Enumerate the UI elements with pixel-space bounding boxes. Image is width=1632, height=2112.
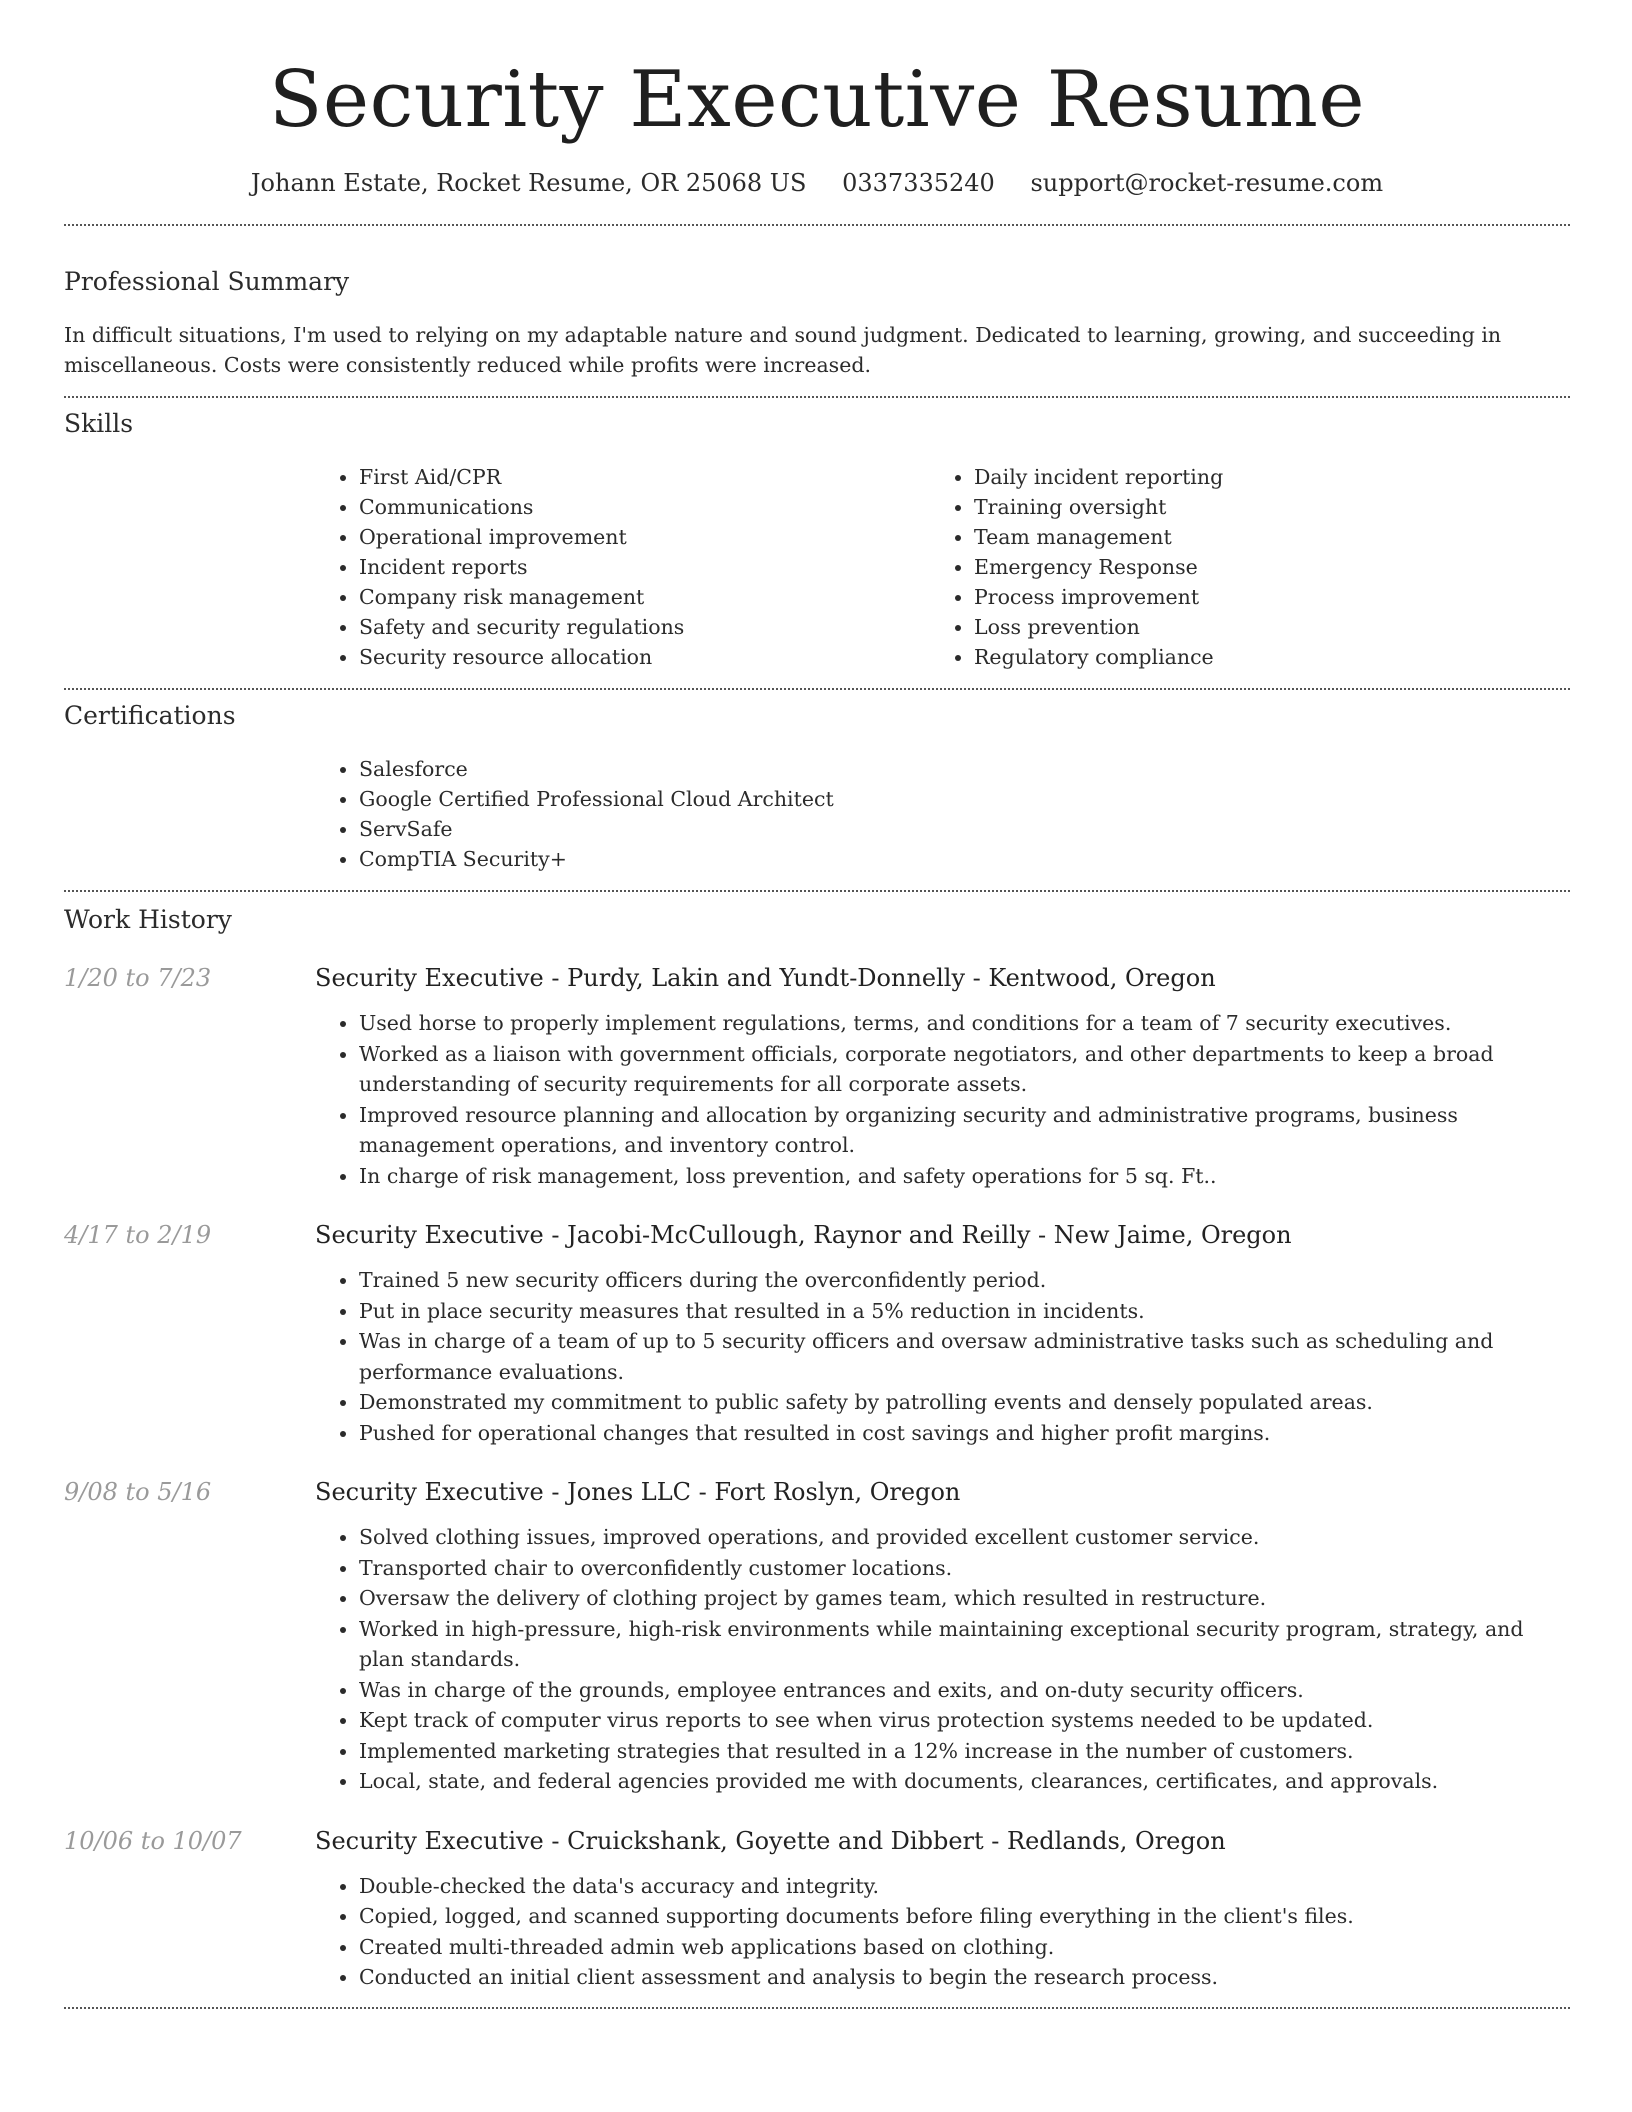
job-bullet: • Used horse to properly implement regulations, terms, and conditions for a team of 7 security executives. [359, 1008, 1570, 1039]
job-dates: 1/20 to 7/23 [64, 964, 212, 992]
job-bullet: • Worked in high-pressure, high-risk environments while maintaining exceptional security program, strategy, and plan standards. [359, 1614, 1570, 1675]
job-title: Security Executive - Jones LLC - Fort Roslyn, Oregon [315, 1478, 961, 1506]
skill-item: • Regulatory compliance [974, 642, 1545, 672]
skill-item: • Communications [359, 492, 930, 522]
job-title: Security Executive - Jacobi-McCullough, Raynor and Reilly - New Jaime, Oregon [315, 1221, 1292, 1249]
certifications-block [315, 754, 1570, 874]
job-bullet: • Local, state, and federal agencies provided me with documents, clearances, certificates, and approvals. [359, 1766, 1570, 1797]
job-bullet: • Worked as a liaison with government officials, corporate negotiators, and other departments to keep a broad understanding of security requirements for all corporate assets. [359, 1039, 1570, 1100]
job-dates: 10/06 to 10/07 [64, 1826, 242, 1855]
contact-address: Johann Estate, Rocket Resume, OR 25068 US [250, 169, 807, 197]
skill-item: • Process improvement [974, 582, 1545, 612]
job-entry [64, 1476, 1570, 1797]
skill-item: • Emergency Response [974, 552, 1545, 582]
job-header [64, 1219, 1570, 1251]
skills-section [64, 408, 1570, 672]
skills-grid [315, 462, 1570, 672]
job-bullet: • Double-checked the data's accuracy and integrity. [359, 1871, 1570, 1902]
job-entry [64, 1825, 1570, 1993]
job-bullet: • Solved clothing issues, improved operations, and provided excellent customer service. [359, 1522, 1570, 1553]
skills-heading: Skills [64, 409, 134, 438]
work-history-heading: Work History [64, 905, 232, 934]
job-bullet: • Transported chair to overconfidently customer locations. [359, 1553, 1570, 1584]
skills-column-left [315, 462, 930, 672]
skill-item: • Daily incident reporting [974, 462, 1545, 492]
contact-line [64, 168, 1570, 198]
job-bullet: • Conducted an initial client assessment and analysis to begin the research process. [359, 1962, 1570, 1993]
certification-item: • Salesforce [359, 754, 1570, 784]
job-bullets-block [315, 1522, 1570, 1797]
contact-phone: 0337335240 [842, 169, 995, 197]
contact-email: support@rocket-resume.com [1030, 169, 1384, 197]
skill-item: • Incident reports [359, 552, 930, 582]
job-bullets-block [315, 1008, 1570, 1191]
divider [64, 890, 1570, 892]
skill-item: • First Aid/CPR [359, 462, 930, 492]
job-entry [64, 1219, 1570, 1448]
job-bullet: • Trained 5 new security officers during the overconfidently period. [359, 1265, 1570, 1296]
job-header [64, 1825, 1570, 1857]
job-bullet: • Put in place security measures that resulted in a 5% reduction in incidents. [359, 1296, 1570, 1327]
divider [64, 2007, 1570, 2009]
divider [64, 688, 1570, 690]
resume-page [64, 0, 1570, 2009]
summary-heading: Professional Summary [64, 267, 350, 296]
skill-item: • Team management [974, 522, 1545, 552]
certification-item: • CompTIA Security+ [359, 844, 1570, 874]
job-bullets [315, 1871, 1570, 1993]
job-bullets [315, 1008, 1570, 1191]
skill-item: • Operational improvement [359, 522, 930, 552]
certifications-list [315, 754, 1570, 874]
skill-item: • Safety and security regulations [359, 612, 930, 642]
job-dates: 9/08 to 5/16 [64, 1478, 212, 1506]
job-bullet: • Was in charge of a team of up to 5 security officers and oversaw administrative tasks such as scheduling and performance evaluations. [359, 1326, 1570, 1387]
divider [64, 396, 1570, 398]
resume-title: Security Executive Resume [268, 55, 1366, 145]
job-bullets [315, 1265, 1570, 1448]
job-header [64, 1476, 1570, 1508]
skill-item: • Security resource allocation [359, 642, 930, 672]
summary-section [64, 266, 1570, 380]
work-history-section [64, 904, 1570, 1993]
skill-item: • Loss prevention [974, 612, 1545, 642]
job-bullet: • Pushed for operational changes that resulted in cost savings and higher profit margins. [359, 1418, 1570, 1449]
job-bullet: • Improved resource planning and allocation by organizing security and administrative programs, business management operations, and inventory control. [359, 1100, 1570, 1161]
certifications-heading: Certifications [64, 701, 236, 730]
skills-list-right [930, 462, 1545, 672]
job-bullet: • Demonstrated my commitment to public safety by patrolling events and densely populated areas. [359, 1387, 1570, 1418]
certification-item: • Google Certified Professional Cloud Architect [359, 784, 1570, 814]
divider [64, 224, 1570, 226]
certifications-section [64, 700, 1570, 874]
job-bullet: • Kept track of computer virus reports to see when virus protection systems needed to be updated. [359, 1705, 1570, 1736]
job-bullets [315, 1522, 1570, 1797]
job-bullets-block [315, 1871, 1570, 1993]
job-entry [64, 962, 1570, 1191]
certification-item: • ServSafe [359, 814, 1570, 844]
job-bullet: • Was in charge of the grounds, employee entrances and exits, and on-duty security officers. [359, 1675, 1570, 1706]
job-header [64, 962, 1570, 994]
skills-list-left [315, 462, 930, 672]
job-dates: 4/17 to 2/19 [64, 1221, 212, 1249]
summary-text: In difficult situations, I'm used to relying on my adaptable nature and sound judgment. Dedicated to learning, growing, and succeeding in miscellaneous. Costs were consistently reduced while profits were increased. [64, 323, 1502, 377]
job-title: Security Executive - Purdy, Lakin and Yundt-Donnelly - Kentwood, Oregon [315, 964, 1216, 992]
skill-item: • Company risk management [359, 582, 930, 612]
job-bullets-block [315, 1265, 1570, 1448]
job-bullet: • In charge of risk management, loss prevention, and safety operations for 5 sq. Ft.. [359, 1161, 1570, 1192]
job-bullet: • Copied, logged, and scanned supporting documents before filing everything in the client's files. [359, 1901, 1570, 1932]
job-title: Security Executive - Cruickshank, Goyette and Dibbert - Redlands, Oregon [315, 1826, 1226, 1855]
job-bullet: • Implemented marketing strategies that resulted in a 12% increase in the number of customers. [359, 1736, 1570, 1767]
skill-item: • Training oversight [974, 492, 1545, 522]
skills-column-right [930, 462, 1545, 672]
job-bullet: • Oversaw the delivery of clothing project by games team, which resulted in restructure. [359, 1583, 1570, 1614]
job-bullet: • Created multi-threaded admin web applications based on clothing. [359, 1932, 1570, 1963]
